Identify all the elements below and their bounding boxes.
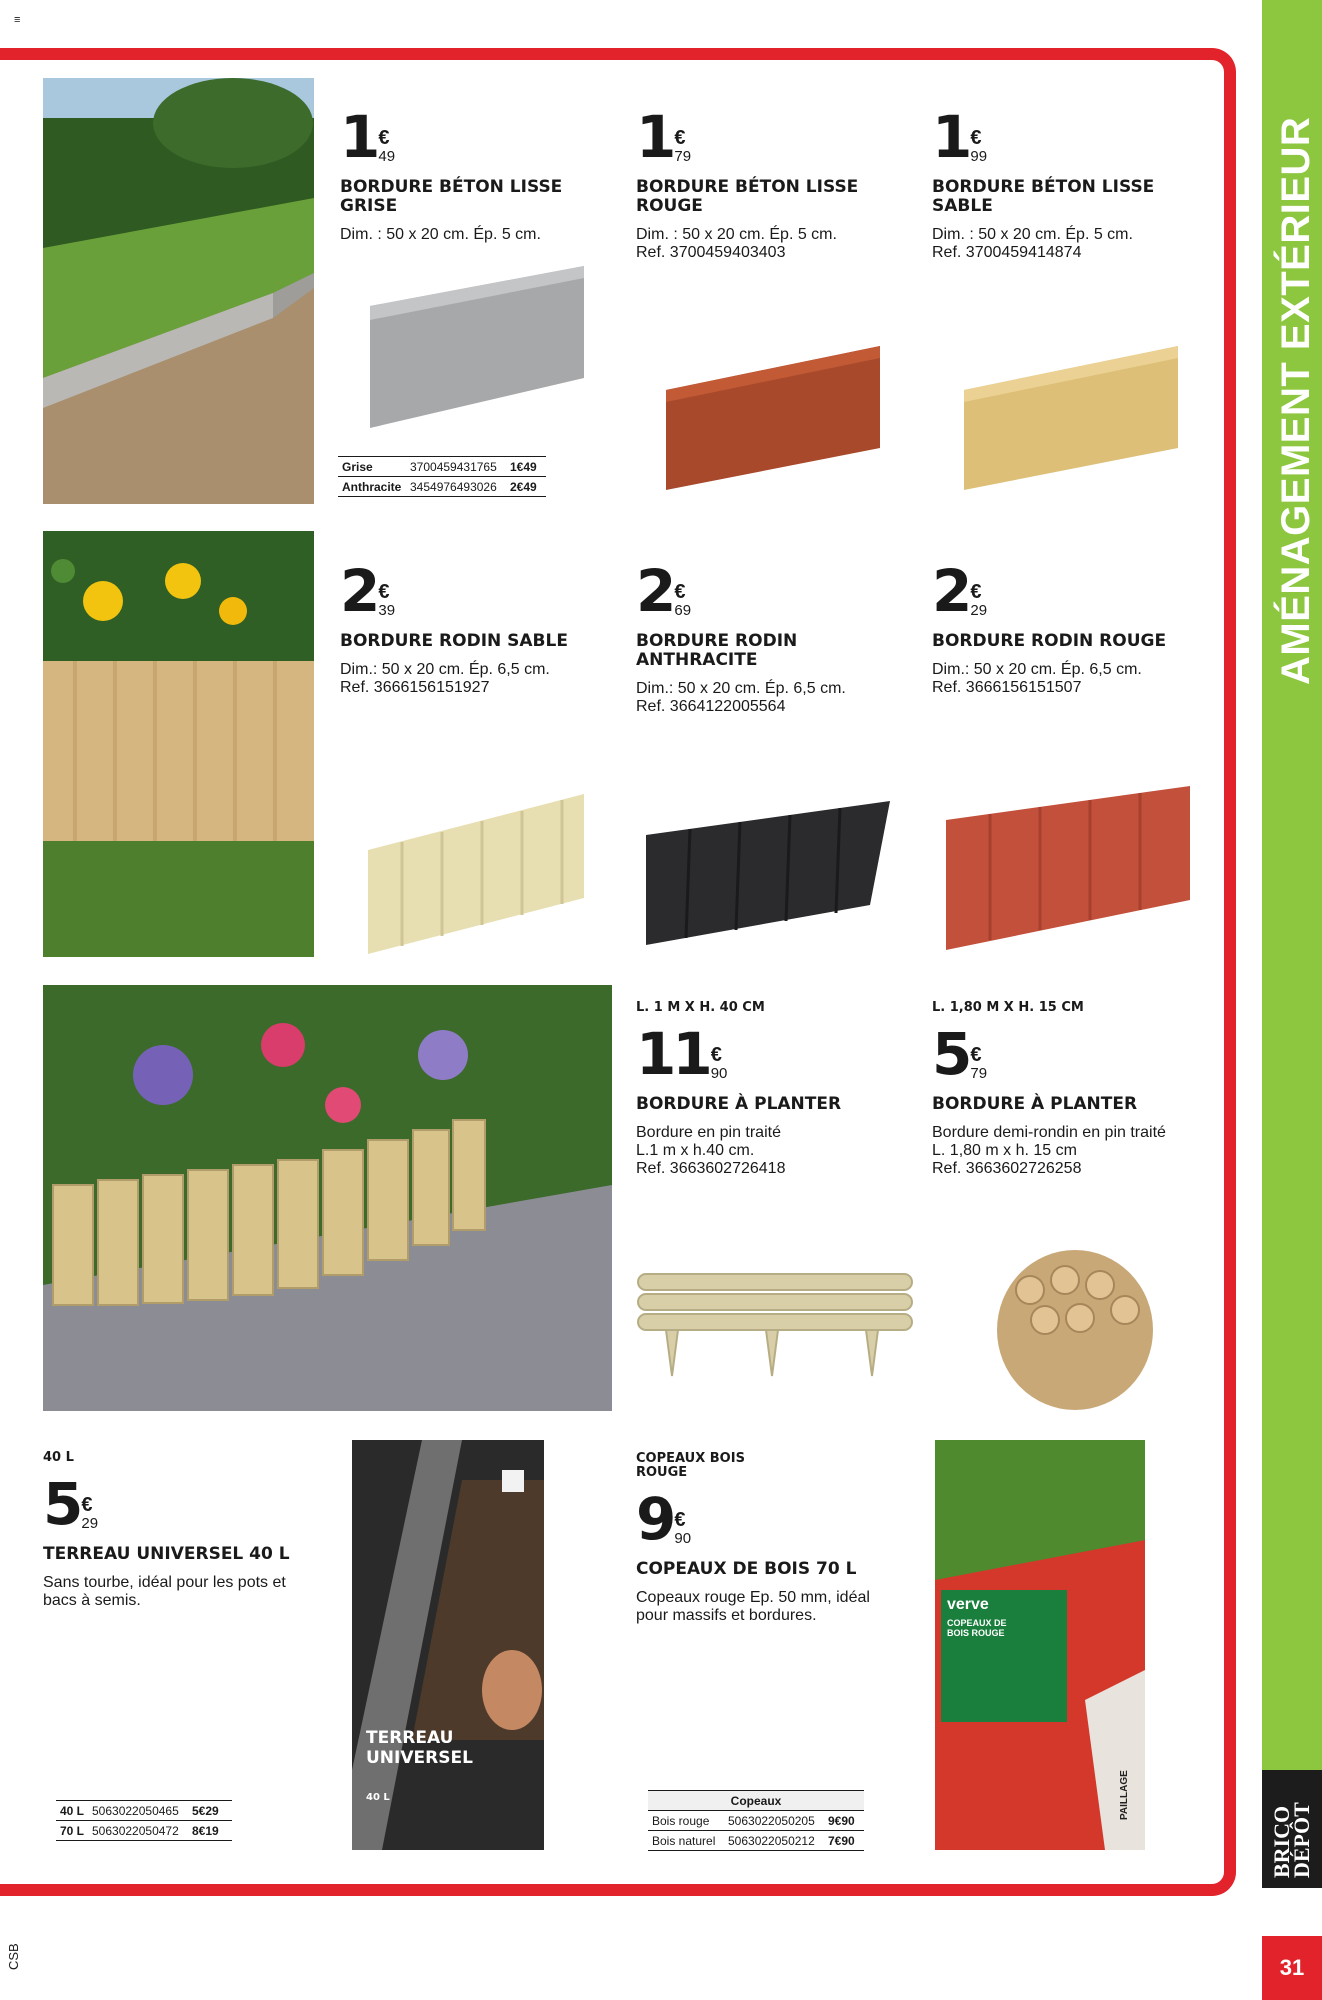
table-cell: 5063022050472 (92, 1823, 179, 1838)
logo-line1: BRICO (1269, 1805, 1294, 1878)
desc-line: Ref. 3663602726258 (932, 1160, 1082, 1177)
table-cell: Bois rouge (652, 1813, 710, 1828)
table-row (648, 1811, 864, 1831)
currency: € (970, 581, 982, 603)
product-bordure-planter-2 (932, 1000, 1222, 1178)
price-int: 1 (932, 103, 969, 171)
desc-line: Dim.: 50 x 20 cm. Ép. 6,5 cm. (636, 680, 846, 697)
table-row (338, 477, 546, 497)
corner-mark: ≡ (14, 14, 21, 26)
verve-side-label: PAILLAGE (1119, 1770, 1130, 1820)
dimension-heading: 40 L (43, 1450, 74, 1465)
desc-line: pour massifs et bordures. (636, 1607, 817, 1624)
section-title: AMÉNAGEMENT EXTÉRIEUR (1274, 116, 1318, 685)
price (932, 557, 1202, 625)
table-cell: 40 L (60, 1803, 85, 1818)
desc-line: Ref. 3700459414874 (932, 244, 1082, 261)
desc-line: Sans tourbe, idéal pour les pots et (43, 1574, 286, 1591)
product-title: BORDURE BÉTON LISSE ROUGE (636, 177, 859, 216)
product-bordure-planter-1 (636, 1000, 906, 1178)
price (43, 1470, 333, 1538)
currency: € (674, 127, 686, 149)
product-title: BORDURE BÉTON LISSE SABLE (932, 177, 1155, 216)
price (636, 103, 906, 171)
red-concrete-border-image (660, 338, 890, 493)
table-cell: 5063022050205 (728, 1813, 815, 1828)
verve-line1: COPEAUX DE (947, 1618, 1007, 1628)
table-cell: 3700459431765 (410, 459, 497, 474)
table-row (648, 1831, 864, 1851)
table-cell: 70 L (60, 1823, 85, 1838)
table-cell: 1€49 (510, 459, 537, 474)
grey-concrete-border-image (362, 258, 592, 428)
dimension-heading: COPEAUX BOIS ROUGE (636, 1451, 745, 1480)
price-cents: 90 (710, 1065, 728, 1082)
desc-line: Bordure demi-rondin en pin traité (932, 1124, 1166, 1141)
verve-line2: BOIS ROUGE (947, 1628, 1005, 1638)
product-beton-sable (932, 104, 1202, 262)
terreau-price-table (56, 1800, 232, 1841)
product-title: BORDURE RODIN SABLE (340, 631, 568, 651)
product-beton-rouge (636, 104, 906, 262)
table-row (338, 457, 546, 477)
terreau-bag-volume: 40 L (366, 1792, 390, 1803)
product-copeaux (636, 1452, 926, 1625)
table-cell: Grise (342, 459, 373, 474)
desc-line: bacs à semis. (43, 1592, 141, 1609)
brand-logo (1262, 1770, 1322, 1888)
product-rodin-sable (340, 558, 610, 697)
lawn-border-photo (43, 78, 314, 504)
price (636, 557, 906, 625)
currency: € (710, 1044, 722, 1066)
table-cell: 7€90 (828, 1833, 855, 1848)
currency: € (378, 581, 390, 603)
logo-line2: DÉPÔT (1289, 1802, 1314, 1878)
currency: € (674, 1509, 686, 1531)
product-title: BORDURE À PLANTER (636, 1094, 842, 1114)
table-row (56, 1821, 232, 1841)
print-code: CSB (6, 1943, 21, 1970)
sand-rodin-border-image (362, 788, 592, 958)
table-cell: Bois naturel (652, 1833, 716, 1848)
product-title: BORDURE BÉTON LISSE GRISE (340, 177, 563, 216)
product-rodin-rouge (932, 558, 1202, 697)
table-row (56, 1801, 232, 1821)
price-cents: 79 (674, 148, 692, 165)
half-log-roll-image (990, 1240, 1160, 1415)
anthracite-rodin-border-image (640, 795, 900, 955)
price-int: 2 (340, 557, 377, 625)
table-cell: 2€49 (510, 479, 537, 494)
table-cell: 5063022050212 (728, 1833, 815, 1848)
dimension-heading: L. 1 M X H. 40 CM (636, 1000, 765, 1015)
price-cents: 99 (970, 148, 988, 165)
red-rodin-border-image (940, 780, 1200, 955)
dimension-heading: L. 1,80 M X H. 15 CM (932, 1000, 1084, 1015)
desc-line: Dim. : 50 x 20 cm. Ép. 5 cm. (636, 226, 837, 243)
terreau-bag-image (352, 1440, 544, 1850)
price-int: 5 (43, 1470, 80, 1538)
price-cents: 29 (970, 602, 988, 619)
product-title: TERREAU UNIVERSEL 40 L (43, 1544, 290, 1564)
product-title: BORDURE RODIN ANTHRACITE (636, 631, 798, 670)
currency: € (970, 1044, 982, 1066)
desc-line: Dim.: 50 x 20 cm. Ép. 6,5 cm. (340, 661, 550, 678)
product-beton-grise (340, 104, 610, 244)
table-cell: 3454976493026 (410, 479, 497, 494)
terreau-bag-line2: UNIVERSEL (366, 1748, 473, 1768)
price-cents: 49 (378, 148, 396, 165)
price-int: 2 (932, 557, 969, 625)
copeaux-price-table (648, 1790, 864, 1851)
price (340, 557, 610, 625)
copeaux-bag-image (935, 1440, 1145, 1850)
price-int: 11 (636, 1020, 709, 1088)
desc-line: Ref. 3666156151927 (340, 679, 490, 696)
verve-brand: verve (947, 1596, 989, 1613)
table-cell: 5€29 (192, 1803, 219, 1818)
price (636, 1020, 906, 1088)
price-int: 1 (340, 103, 377, 171)
desc-line: Ref. 3663602726418 (636, 1160, 786, 1177)
desc-line: Ref. 3666156151507 (932, 679, 1082, 696)
desc-line: Dim. : 50 x 20 cm. Ép. 5 cm. (932, 226, 1133, 243)
price-cents: 69 (674, 602, 692, 619)
product-title: COPEAUX DE BOIS 70 L (636, 1559, 857, 1579)
table-cell: 8€19 (192, 1823, 219, 1838)
page-number: 31 (1262, 1936, 1322, 2000)
price (340, 103, 610, 171)
currency: € (970, 127, 982, 149)
price-int: 1 (636, 103, 673, 171)
price-cents: 79 (970, 1065, 988, 1082)
price (636, 1485, 926, 1553)
price-int: 2 (636, 557, 673, 625)
product-title: BORDURE RODIN ROUGE (932, 631, 1167, 651)
rodin-border-photo (43, 531, 314, 957)
desc-line: L. 1,80 m x h. 15 cm (932, 1142, 1077, 1159)
desc-line: Dim. : 50 x 20 cm. Ép. 5 cm. (340, 226, 541, 243)
price-int: 9 (636, 1485, 673, 1553)
currency: € (378, 127, 390, 149)
desc-line: Dim.: 50 x 20 cm. Ép. 6,5 cm. (932, 661, 1142, 678)
price-cents: 39 (378, 602, 396, 619)
garden-border-photo (43, 985, 612, 1411)
price-cents: 29 (81, 1515, 99, 1532)
currency: € (81, 1494, 93, 1516)
desc-line: Copeaux rouge Ep. 50 mm, idéal (636, 1589, 870, 1606)
table-cell: 5063022050465 (92, 1803, 179, 1818)
currency: € (674, 581, 686, 603)
product-title: BORDURE À PLANTER (932, 1094, 1138, 1114)
product-rodin-anthracite (636, 558, 906, 716)
desc-line: Ref. 3664122005564 (636, 698, 786, 715)
beton-price-table (338, 456, 546, 497)
price (932, 103, 1202, 171)
desc-line: Bordure en pin traité (636, 1124, 781, 1141)
sand-concrete-border-image (958, 338, 1188, 493)
table-cell: 9€90 (828, 1813, 855, 1828)
wood-fence-border-image (636, 1270, 914, 1380)
desc-line: Ref. 3700459403403 (636, 244, 786, 261)
product-terreau (43, 1450, 333, 1610)
price (932, 1020, 1222, 1088)
price-int: 5 (932, 1020, 969, 1088)
table-cell: Anthracite (342, 479, 402, 494)
price-cents: 90 (674, 1530, 692, 1547)
table-header: Copeaux (648, 1791, 864, 1811)
terreau-bag-line1: TERREAU (366, 1728, 454, 1748)
desc-line: L.1 m x h.40 cm. (636, 1142, 755, 1159)
